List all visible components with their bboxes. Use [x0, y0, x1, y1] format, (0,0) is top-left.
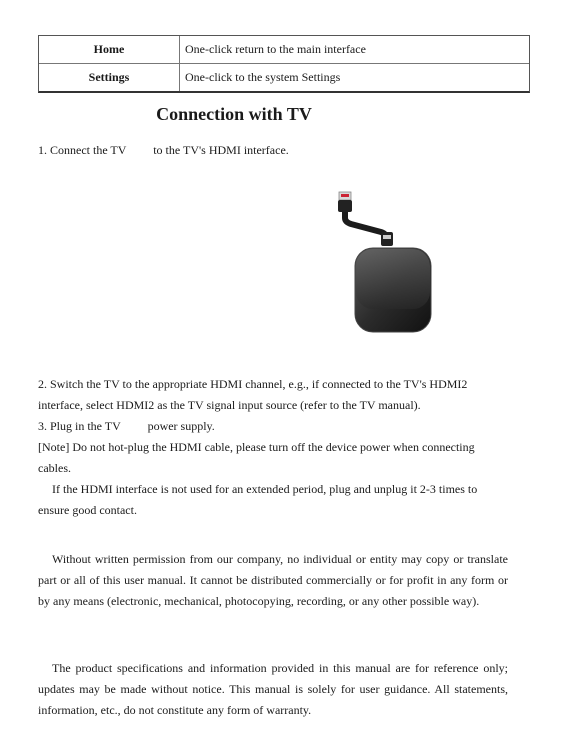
table-row	[39, 36, 529, 63]
instructions-block	[38, 374, 508, 521]
hdmi-tv-box-icon	[325, 190, 435, 340]
step-2-text: 2. Switch the TV to the appropriate HDMI channel, e.g., if connected to the TV's HDMI2 interface, select HDMI2 as the TV signal input source (refer to the TV manual).	[38, 377, 468, 412]
step-3-text: 3. Plug in the TV power supply.	[38, 419, 215, 433]
table-value-home: One-click return to the main interface	[185, 42, 366, 56]
function-table	[38, 35, 530, 93]
step-1-text: 1. Connect the TV to the TV's HDMI interface.	[38, 143, 289, 157]
table-value-settings: One-click to the system Settings	[185, 70, 341, 84]
table-row	[39, 63, 529, 91]
note-text: [Note] Do not hot-plug the HDMI cable, please turn off the device power when connecting cables.	[38, 440, 475, 475]
section-heading: Connection with TV	[156, 104, 312, 124]
copyright-paragraph: Without written permission from our company, no individual or entity may copy or translate part or all of this user manual. It cannot be distributed commercially or for profit in any form or by any means (electronic, mechanical, photocopying, recording, or any other possible way).	[38, 552, 508, 608]
disclaimer-paragraph: The product specifications and information provided in this manual are for reference only; updates may be made without notice. This manual is solely for user guidance. All statements, information, etc., do not constitute any form of warranty.	[38, 661, 508, 717]
tip-text: If the HDMI interface is not used for an extended period, plug and unplug it 2-3 times to ensure good contact.	[38, 482, 478, 517]
table-key-settings: Settings	[39, 64, 180, 91]
table-key-home: Home	[39, 36, 180, 63]
